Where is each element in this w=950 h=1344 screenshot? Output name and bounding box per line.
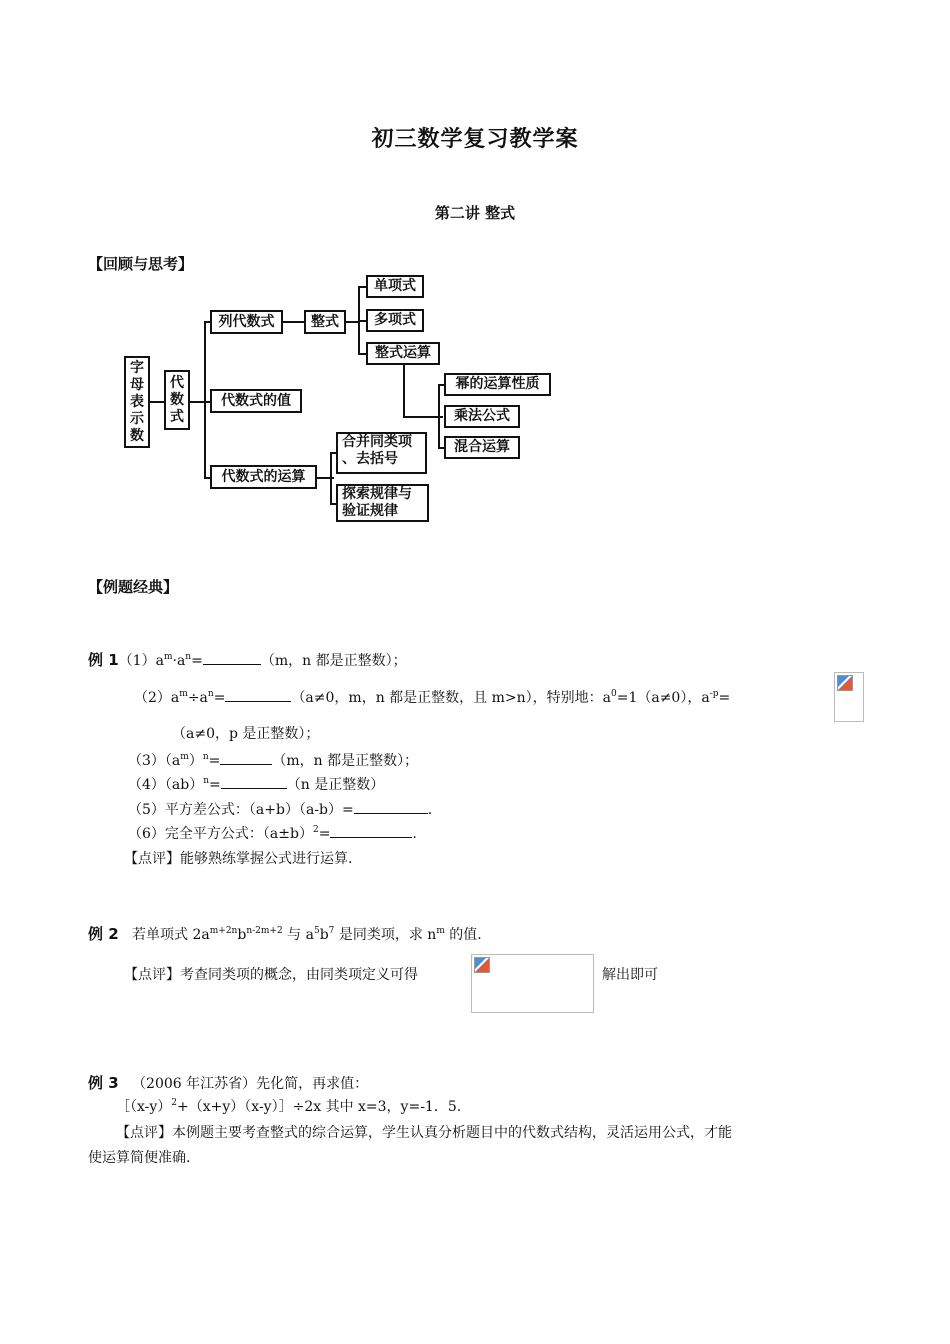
broken-image-icon <box>474 957 490 973</box>
text: （2006 年江苏省）先化简，再求值： <box>132 1076 369 1092</box>
node-write-expression: 列代数式 <box>210 310 283 334</box>
example-3 <box>88 1074 368 1093</box>
node-mixed-operations: 混合运算 <box>444 436 520 459</box>
text: 若单项式 2a <box>132 927 210 943</box>
node-combine-like-terms <box>336 432 427 474</box>
text: = <box>213 690 226 706</box>
exponent: 7 <box>328 926 335 936</box>
example-1-part-3 <box>128 752 418 770</box>
text: . <box>412 826 417 842</box>
connector-line <box>403 363 405 418</box>
answer-blank[interactable] <box>221 776 287 789</box>
node-monomial: 单项式 <box>366 275 424 298</box>
broken-formula-image <box>834 672 864 722</box>
text: b <box>319 927 329 943</box>
example-3-comment-cont: 使运算简便准确. <box>88 1150 191 1166</box>
exponent: m <box>180 752 189 762</box>
example-1-part-6 <box>128 825 417 843</box>
example-3-comment: 【点评】本例题主要考查整式的综合运算，学生认真分析题目中的代数式结构，灵活运用公式，才能 <box>116 1125 732 1141</box>
text: ） <box>188 753 203 769</box>
text: （m，n 都是正整数）； <box>260 653 407 669</box>
text: （1） <box>118 653 156 669</box>
node-char: 示 <box>130 410 144 427</box>
connector-line <box>403 416 443 418</box>
exponent: n <box>202 752 209 762</box>
example-3-expression <box>116 1098 461 1116</box>
node-line: 探索规律与 <box>342 486 412 502</box>
example-2-comment: 【点评】考查同类项的概念，由同类项定义可得 <box>124 967 418 983</box>
text: =1（a≠0），a <box>616 690 710 706</box>
exponent: m <box>163 652 173 662</box>
node-expression-value: 代数式的值 <box>210 389 302 413</box>
node-line: 合并同类项 <box>342 434 412 450</box>
exponent: m <box>436 926 445 936</box>
text: 与 a <box>282 927 314 943</box>
text: = <box>718 690 731 706</box>
text: （a≠0，m，n 都是正整数，且 m>n），特别地：a <box>291 690 611 706</box>
text: ·a <box>172 653 186 669</box>
text: = <box>191 653 203 669</box>
connector-line <box>358 353 366 355</box>
text: （5）平方差公式：（a+b）（a-b）= <box>128 802 354 818</box>
text: （2） <box>134 690 171 706</box>
text: 是同类项，求 n <box>334 927 437 943</box>
exponent: 0 <box>610 689 617 699</box>
node-algebraic-expression <box>164 370 190 430</box>
example-2 <box>88 925 482 944</box>
text: a <box>155 653 164 669</box>
exponent: n <box>207 689 214 699</box>
example-2-comment-tail: 解出即可 <box>602 967 658 983</box>
text: b <box>237 927 247 943</box>
answer-blank[interactable] <box>203 652 261 665</box>
example-label: 例 2 <box>88 925 119 943</box>
text: （6）完全平方公式：（a±b） <box>128 826 313 842</box>
node-line: 、去括号 <box>342 451 398 467</box>
example-1-part-2-cont: （a≠0，p 是正整数）； <box>172 726 320 742</box>
node-char: 表 <box>130 393 144 410</box>
text: （n 是正整数） <box>286 777 385 793</box>
exponent: m+2n <box>209 926 238 936</box>
example-1-part-5 <box>128 801 432 819</box>
exponent: 2 <box>171 1098 178 1108</box>
node-char: 数 <box>130 427 144 444</box>
connector-line <box>438 384 440 448</box>
node-char: 母 <box>130 376 144 393</box>
node-letters-represent-numbers <box>124 356 150 448</box>
example-1-part-4 <box>128 776 384 794</box>
review-heading: 【回顾与思考】 <box>88 255 194 273</box>
text: ［（x-y） <box>116 1099 172 1115</box>
node-char: 字 <box>130 359 144 376</box>
example-1-comment: 【点评】能够熟练掌握公式进行运算. <box>124 851 353 867</box>
page-title: 初三数学复习教学案 <box>371 126 579 152</box>
exponent: n <box>185 652 192 662</box>
node-expression-operations: 代数式的运算 <box>210 465 317 489</box>
text: a <box>170 690 180 706</box>
answer-blank[interactable] <box>220 752 272 765</box>
lesson-subtitle: 第二讲 整式 <box>434 204 516 222</box>
node-integral-operations: 整式运算 <box>366 342 440 365</box>
node-char: 代 <box>170 374 184 391</box>
connector-line <box>358 286 366 288</box>
text: ÷a <box>187 690 208 706</box>
connector-line <box>204 321 206 478</box>
text: （m，n 都是正整数）； <box>272 753 419 769</box>
node-char: 数 <box>170 391 184 408</box>
example-label: 例 3 <box>88 1074 119 1092</box>
connector-line <box>150 401 164 403</box>
text: = <box>208 753 221 769</box>
example-label: 例 1 <box>88 651 119 669</box>
example-1-part-2 <box>134 689 730 707</box>
connector-line <box>358 320 366 322</box>
examples-heading: 【例题经典】 <box>88 578 179 596</box>
exponent: n <box>203 776 210 786</box>
text: = <box>209 777 221 793</box>
text: = <box>318 826 331 842</box>
node-power-rules: 幂的运算性质 <box>444 373 551 396</box>
broken-formula-image <box>471 954 594 1013</box>
answer-blank[interactable] <box>225 689 291 702</box>
answer-blank[interactable] <box>330 825 412 838</box>
text: （3）（a <box>128 753 181 769</box>
broken-image-icon <box>837 675 853 691</box>
connector-line <box>190 401 210 403</box>
text: 的值. <box>444 927 482 943</box>
node-polynomial-integral: 整式 <box>304 310 346 334</box>
connector-line <box>330 452 332 504</box>
answer-blank[interactable] <box>354 801 428 814</box>
text: （4）（ab） <box>128 777 204 793</box>
node-char: 式 <box>170 408 184 425</box>
example-1-part-1 <box>88 651 407 670</box>
exponent: m <box>179 689 188 699</box>
text: +（x+y）（x-y）］÷2x 其中 x=3，y=-1．5. <box>177 1099 462 1115</box>
exponent: 5 <box>313 926 320 936</box>
concept-diagram <box>0 0 950 560</box>
node-explore-patterns <box>336 484 429 522</box>
exponent: 2 <box>312 825 319 835</box>
node-line: 验证规律 <box>342 503 398 519</box>
connector-line <box>282 321 304 323</box>
node-multiplication-formulas: 乘法公式 <box>444 405 520 428</box>
exponent: n-2m+2 <box>246 926 283 936</box>
node-polynomial: 多项式 <box>366 309 424 332</box>
exponent: -p <box>709 689 719 699</box>
text: . <box>427 802 433 818</box>
